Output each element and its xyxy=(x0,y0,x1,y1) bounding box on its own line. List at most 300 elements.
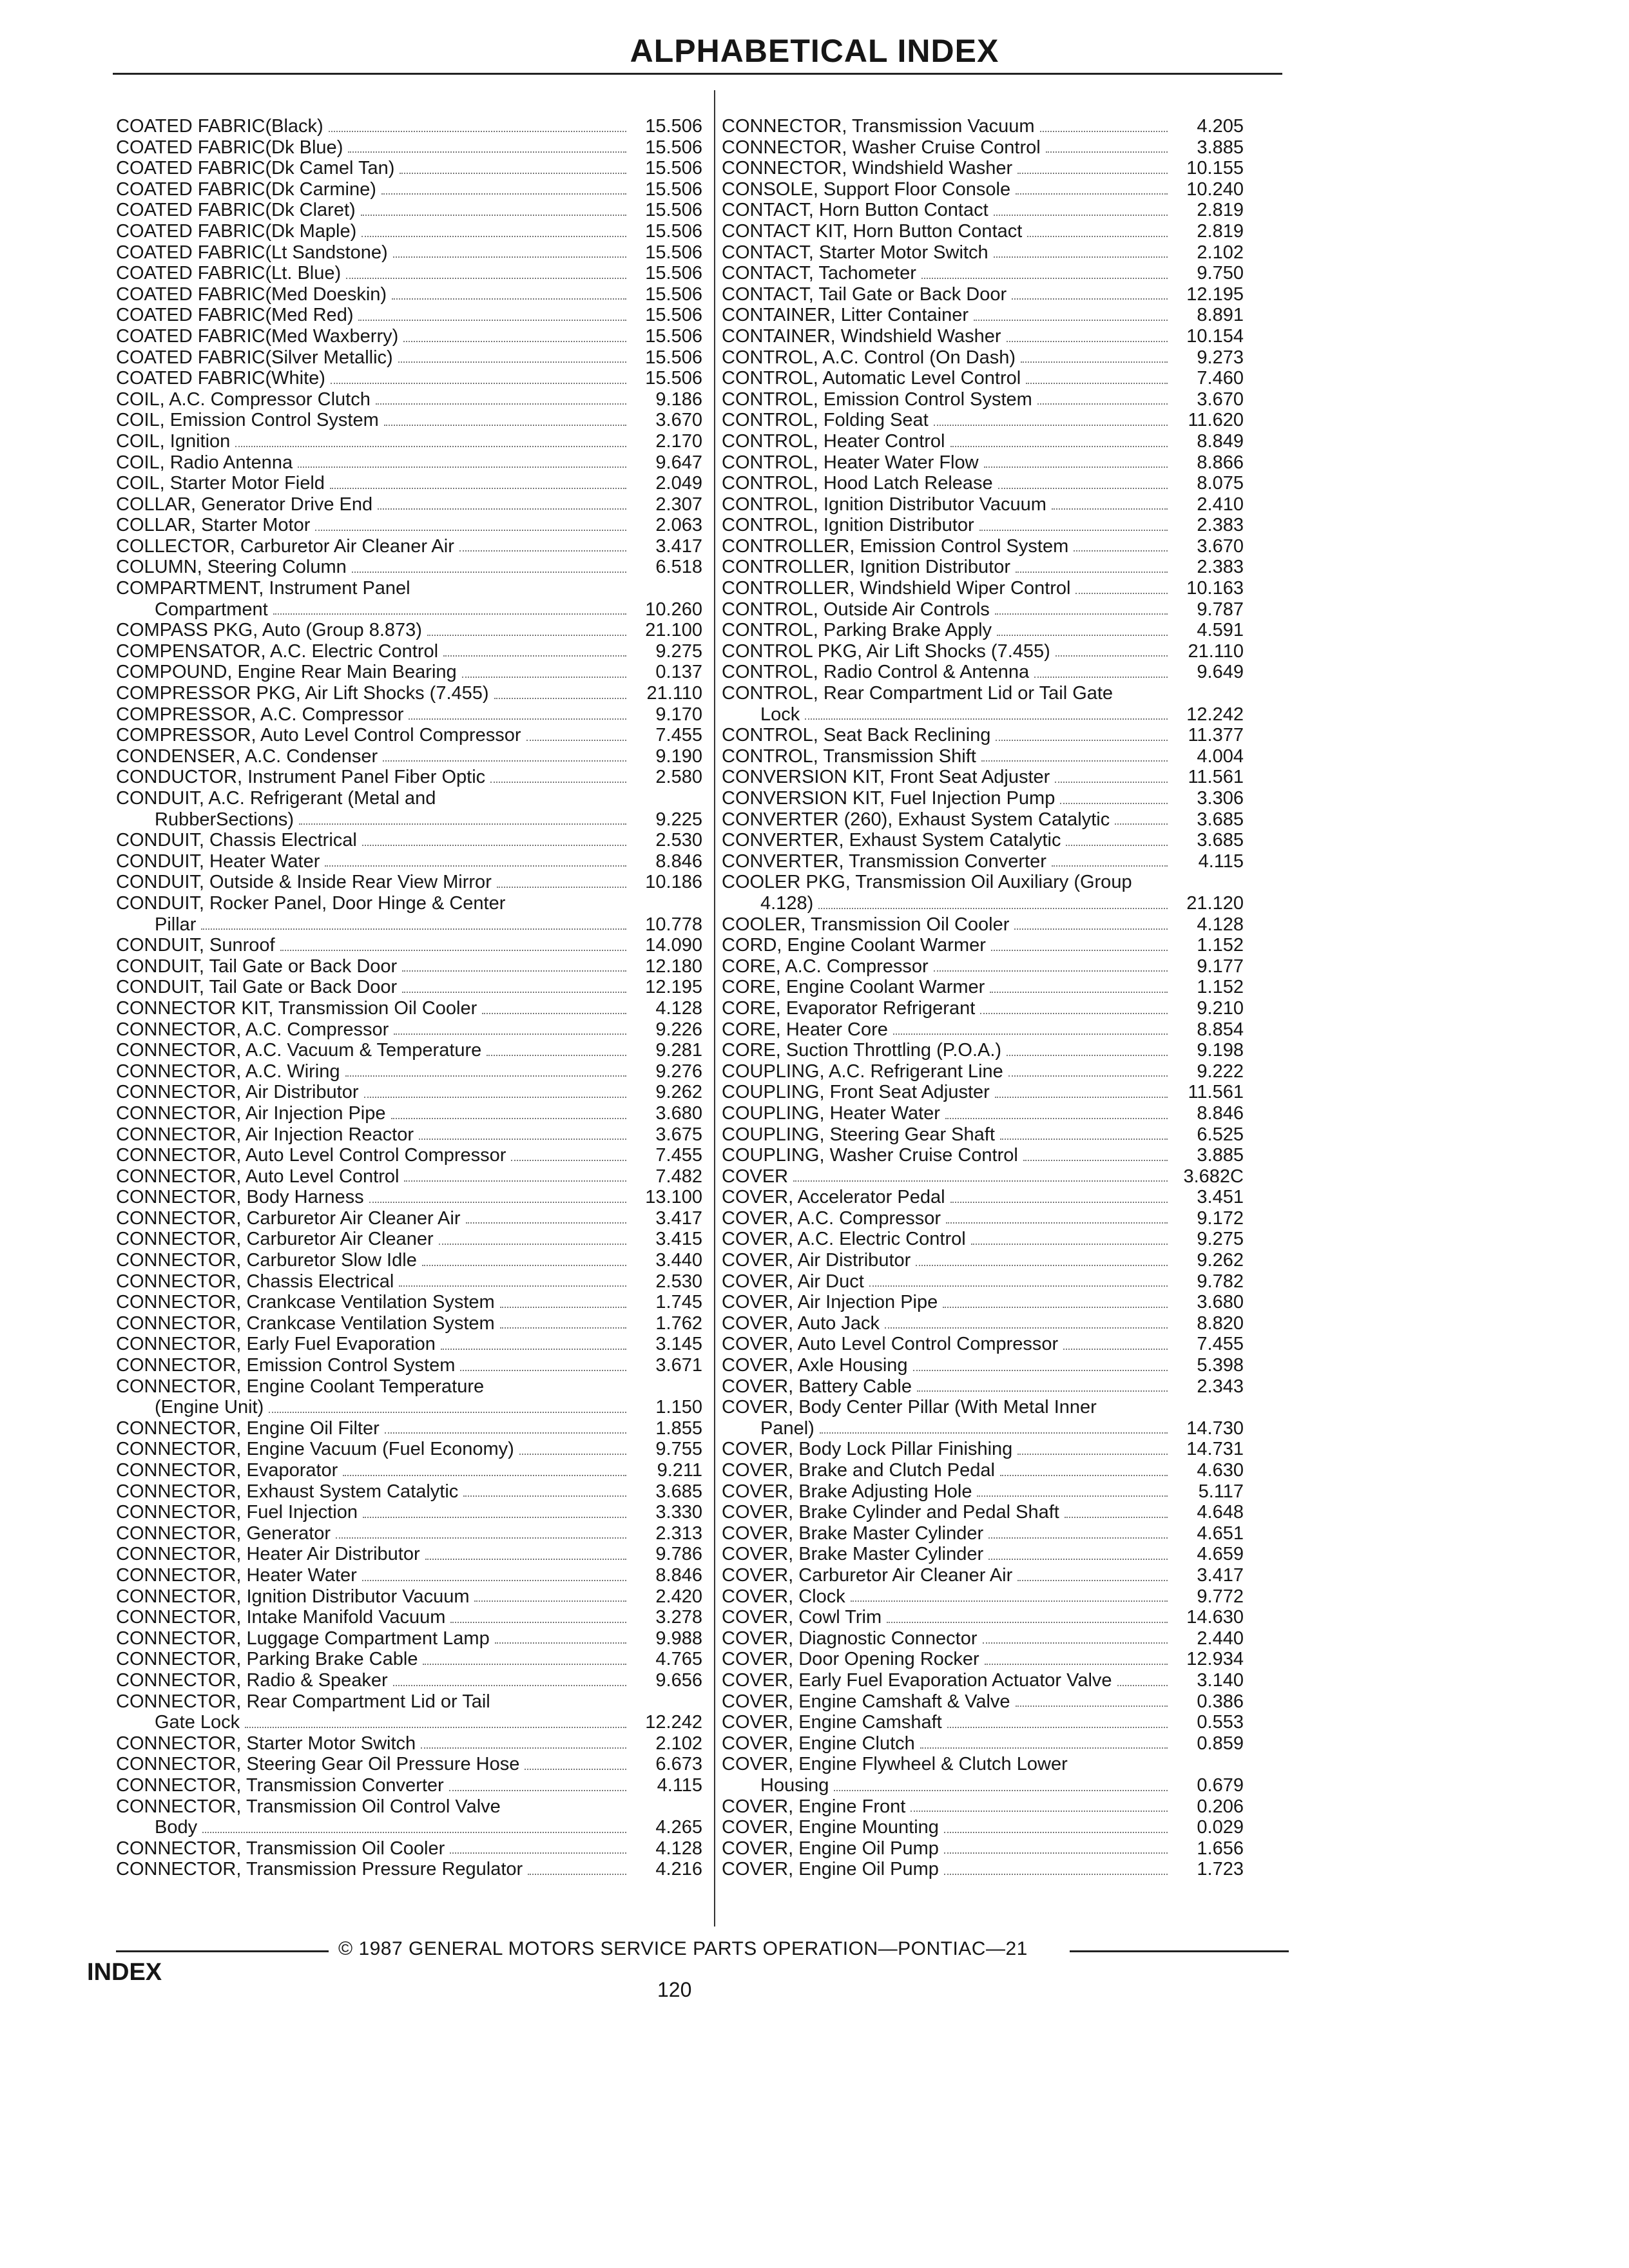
index-entry xyxy=(722,599,1244,620)
index-entry xyxy=(722,1355,1244,1376)
dot-leader xyxy=(495,1642,626,1644)
index-entry xyxy=(722,368,1244,389)
index-entry xyxy=(116,1313,702,1334)
entry-label: CONTROL, Heater Water Flow xyxy=(722,452,979,473)
entry-label: CONNECTOR, Evaporator xyxy=(116,1460,338,1481)
entry-label: COVER, Axle Housing xyxy=(722,1355,908,1376)
entry-reference: 9.656 xyxy=(655,1669,702,1691)
entry-label: RubberSections) xyxy=(155,809,294,830)
dot-leader xyxy=(1034,677,1168,678)
entry-reference: 10.778 xyxy=(645,914,702,935)
dot-leader xyxy=(944,1852,1168,1854)
entry-label: (Engine Unit) xyxy=(155,1397,264,1418)
dot-leader xyxy=(943,1307,1168,1308)
index-entry xyxy=(116,914,702,936)
dot-leader xyxy=(1014,928,1168,930)
dot-leader xyxy=(361,236,626,237)
dot-leader xyxy=(404,1180,626,1182)
dot-leader xyxy=(378,508,626,510)
entry-reference: 9.281 xyxy=(655,1040,702,1061)
entry-reference: 7.460 xyxy=(1197,368,1244,389)
dot-leader xyxy=(893,1033,1168,1035)
entry-label: Pillar xyxy=(155,914,197,935)
index-entry xyxy=(116,494,702,515)
entry-reference: 3.415 xyxy=(655,1229,702,1250)
entry-reference: 7.455 xyxy=(655,1145,702,1166)
dot-leader xyxy=(392,298,626,300)
dot-leader xyxy=(869,1285,1168,1287)
index-entry xyxy=(116,1565,702,1586)
dot-leader xyxy=(885,1327,1168,1329)
dot-leader xyxy=(331,383,626,384)
index-entry xyxy=(116,1124,702,1146)
entry-reference: 0.679 xyxy=(1197,1774,1244,1796)
entry-reference: 15.506 xyxy=(645,158,702,179)
index-entry xyxy=(722,473,1244,494)
entry-reference: 4.216 xyxy=(655,1859,702,1880)
entry-label: COOLER, Transmission Oil Cooler xyxy=(722,914,1010,935)
entry-label: Lock xyxy=(760,704,800,725)
index-entry xyxy=(722,1502,1244,1523)
dot-leader xyxy=(996,740,1168,741)
index-entry xyxy=(722,242,1244,264)
entry-reference: 9.190 xyxy=(655,745,702,767)
entry-label: COVER, Body Center Pillar (With Metal Inner xyxy=(722,1397,1097,1418)
index-entry xyxy=(722,977,1244,998)
index-entry xyxy=(722,725,1244,746)
entry-reference: 10.186 xyxy=(645,872,702,893)
dot-leader xyxy=(917,1390,1168,1392)
entry-reference: 2.343 xyxy=(1197,1376,1244,1397)
entry-reference: 9.226 xyxy=(655,1019,702,1040)
dot-leader xyxy=(1040,131,1168,132)
index-entry xyxy=(116,851,702,872)
entry-reference: 21.110 xyxy=(1188,640,1244,662)
entry-label: COATED FABRIC(Dk Camel Tan) xyxy=(116,158,395,179)
entry-reference: 1.723 xyxy=(1197,1859,1244,1880)
entry-reference: 7.455 xyxy=(655,725,702,746)
index-entry xyxy=(722,536,1244,557)
dot-leader xyxy=(361,215,626,216)
index-entry xyxy=(722,1040,1244,1061)
index-entry xyxy=(722,1670,1244,1691)
entry-reference: 9.198 xyxy=(1197,1040,1244,1061)
dot-leader xyxy=(990,992,1168,993)
dot-leader xyxy=(1017,1454,1168,1455)
dot-leader xyxy=(441,1349,626,1350)
entry-reference: 2.102 xyxy=(1197,242,1244,263)
entry-reference: 14.090 xyxy=(645,935,702,956)
entry-label: CONTROL, Heater Control xyxy=(722,430,945,452)
entry-reference: 21.100 xyxy=(645,620,702,641)
entry-reference: 3.306 xyxy=(1197,788,1244,809)
dot-leader xyxy=(362,1580,626,1581)
dot-leader xyxy=(385,1432,626,1434)
index-entry xyxy=(116,1271,702,1293)
index-entry xyxy=(116,1649,702,1670)
index-entry xyxy=(722,1691,1244,1713)
index-entry xyxy=(722,1187,1244,1208)
entry-reference: 15.506 xyxy=(645,305,702,326)
entry-label: CONNECTOR, Carburetor Air Cleaner xyxy=(116,1229,434,1250)
index-entry xyxy=(116,1544,702,1565)
index-entry xyxy=(722,410,1244,431)
dot-leader xyxy=(348,151,626,153)
entry-reference: 12.934 xyxy=(1186,1649,1244,1670)
index-entry xyxy=(722,641,1244,662)
entry-label: CONNECTOR, Radio & Speaker xyxy=(116,1669,388,1691)
entry-reference: 2.410 xyxy=(1197,494,1244,515)
entry-reference: 9.186 xyxy=(655,389,702,410)
entry-reference: 9.782 xyxy=(1197,1271,1244,1292)
entry-label: COATED FABRIC(Dk Blue) xyxy=(116,137,343,158)
index-entry xyxy=(722,305,1244,326)
entry-reference: 15.506 xyxy=(645,325,702,347)
index-entry xyxy=(722,956,1244,977)
index-entry xyxy=(116,473,702,494)
entry-label: COVER, Air Duct xyxy=(722,1271,864,1292)
entry-reference: 3.680 xyxy=(1197,1292,1244,1313)
entry-reference: 0.206 xyxy=(1197,1796,1244,1817)
index-entry xyxy=(116,1733,702,1754)
entry-label: CONNECTOR, Chassis Electrical xyxy=(116,1271,394,1292)
entry-reference: 0.029 xyxy=(1197,1817,1244,1838)
entry-label: CONDUIT, Chassis Electrical xyxy=(116,830,357,851)
entry-reference: 9.647 xyxy=(655,452,702,473)
entry-reference: 15.506 xyxy=(645,263,702,284)
dot-leader xyxy=(1075,593,1168,594)
entry-label: CONDUIT, A.C. Refrigerant (Metal and xyxy=(116,788,436,809)
index-entry xyxy=(116,515,702,536)
entry-reference: 1.656 xyxy=(1197,1838,1244,1859)
entry-reference: 4.128 xyxy=(655,997,702,1019)
index-entry xyxy=(722,872,1244,893)
entry-label: COVER, Accelerator Pedal xyxy=(722,1187,945,1208)
dot-leader xyxy=(336,1537,626,1539)
entry-label: Panel) xyxy=(760,1418,815,1439)
entry-label: COIL, A.C. Compressor Clutch xyxy=(116,389,371,410)
entry-reference: 2.420 xyxy=(655,1586,702,1607)
index-entry xyxy=(722,1208,1244,1229)
entry-label: CORE, Evaporator Refrigerant xyxy=(722,997,976,1019)
dot-leader xyxy=(1063,1349,1168,1350)
dot-leader xyxy=(981,760,1168,762)
index-entry xyxy=(722,1229,1244,1250)
dot-leader xyxy=(1007,1055,1168,1056)
index-entry xyxy=(722,788,1244,809)
dot-leader xyxy=(352,572,626,573)
dot-leader xyxy=(482,1013,626,1014)
index-entry xyxy=(116,1292,702,1313)
entry-reference: 8.849 xyxy=(1197,430,1244,452)
entry-reference: 9.262 xyxy=(655,1082,702,1103)
index-entry xyxy=(116,809,702,831)
entry-reference: 3.885 xyxy=(1197,137,1244,158)
entry-label: CONNECTOR, A.C. Wiring xyxy=(116,1061,340,1082)
entry-label: CORE, Heater Core xyxy=(722,1019,888,1040)
entry-label: CONTROL, Transmission Shift xyxy=(722,745,976,767)
entry-label: CONNECTOR, Parking Brake Cable xyxy=(116,1649,418,1670)
index-entry xyxy=(722,620,1244,641)
entry-label: COMPRESSOR, Auto Level Control Compressor xyxy=(116,725,521,746)
entry-reference: 12.242 xyxy=(1186,704,1244,725)
dot-leader xyxy=(330,488,626,489)
index-entry xyxy=(116,221,702,242)
dot-leader xyxy=(381,193,626,195)
entry-label: CONTROL, Ignition Distributor Vacuum xyxy=(722,494,1046,515)
entry-label: CORE, Suction Throttling (P.O.A.) xyxy=(722,1040,1002,1061)
dot-leader xyxy=(398,361,626,363)
index-entry xyxy=(722,1481,1244,1503)
entry-reference: 15.506 xyxy=(645,242,702,263)
entry-reference: 9.649 xyxy=(1197,662,1244,683)
index-entry xyxy=(722,263,1244,284)
entry-label: COMPRESSOR PKG, Air Lift Shocks (7.455) xyxy=(116,683,489,704)
entry-reference: 4.651 xyxy=(1197,1523,1244,1544)
column-divider xyxy=(714,90,715,1927)
index-entry xyxy=(722,830,1244,851)
entry-label: Compartment xyxy=(155,599,268,620)
entry-label: CONTROL, Emission Control System xyxy=(722,389,1032,410)
entry-label: CONNECTOR, A.C. Compressor xyxy=(116,1019,389,1040)
entry-reference: 9.211 xyxy=(657,1460,702,1481)
index-entry xyxy=(116,431,702,452)
entry-reference: 8.854 xyxy=(1197,1019,1244,1040)
entry-label: COMPARTMENT, Instrument Panel xyxy=(116,578,410,599)
entry-label: CONVERTER, Transmission Converter xyxy=(722,850,1046,872)
dot-leader xyxy=(994,215,1168,216)
entry-reference: 9.170 xyxy=(655,704,702,725)
index-entry xyxy=(722,704,1244,726)
index-entry xyxy=(722,893,1244,914)
index-entry xyxy=(116,893,702,914)
dot-leader xyxy=(526,740,626,741)
index-entry xyxy=(722,998,1244,1019)
dot-leader xyxy=(329,131,626,132)
entry-reference: 2.313 xyxy=(655,1523,702,1544)
entry-label: COMPENSATOR, A.C. Electric Control xyxy=(116,640,439,662)
entry-label: CONNECTOR, Air Injection Reactor xyxy=(116,1124,414,1145)
index-entry xyxy=(116,1145,702,1166)
index-entry xyxy=(722,1334,1244,1355)
entry-reference: 2.819 xyxy=(1197,200,1244,221)
dot-leader xyxy=(980,1013,1168,1014)
entry-reference: 9.750 xyxy=(1197,263,1244,284)
entry-reference: 9.177 xyxy=(1197,956,1244,977)
index-entry xyxy=(116,1040,702,1061)
index-entry xyxy=(722,1712,1244,1733)
entry-reference: 3.682C xyxy=(1183,1166,1244,1187)
entry-label: CONNECTOR, Auto Level Control Compressor xyxy=(116,1145,506,1166)
entry-label: COATED FABRIC(Lt. Blue) xyxy=(116,263,342,284)
entry-label: 4.128) xyxy=(760,892,814,914)
index-entry xyxy=(722,1628,1244,1649)
dot-leader xyxy=(1000,1139,1168,1140)
dot-leader xyxy=(459,550,626,552)
entry-reference: 8.820 xyxy=(1197,1312,1244,1334)
entry-label: CONNECTOR, A.C. Vacuum & Temperature xyxy=(116,1040,482,1061)
dot-leader xyxy=(369,1202,626,1203)
dot-leader xyxy=(988,1537,1168,1539)
dot-leader xyxy=(934,425,1168,426)
index-entry xyxy=(722,557,1244,578)
index-entry xyxy=(116,1061,702,1082)
entry-reference: 9.988 xyxy=(655,1628,702,1649)
entry-label: COIL, Starter Motor Field xyxy=(116,473,325,494)
index-entry xyxy=(116,788,702,809)
entry-label: COATED FABRIC(Silver Metallic) xyxy=(116,347,393,368)
dot-leader xyxy=(1007,341,1168,342)
dot-leader xyxy=(1055,655,1168,657)
entry-label: COATED FABRIC(Dk Maple) xyxy=(116,220,357,242)
dot-leader xyxy=(1074,550,1168,552)
dot-leader xyxy=(995,613,1168,615)
entry-label: CONTAINER, Litter Container xyxy=(722,305,969,326)
entry-label: CONNECTOR, Engine Oil Filter xyxy=(116,1418,380,1439)
index-entry xyxy=(116,1691,702,1713)
index-entry xyxy=(116,1418,702,1439)
index-entry xyxy=(722,1838,1244,1860)
entry-reference: 2.819 xyxy=(1197,220,1244,242)
entry-reference: 3.417 xyxy=(1197,1564,1244,1586)
dot-leader xyxy=(500,1327,626,1329)
dot-leader xyxy=(494,698,626,699)
entry-label: COOLER PKG, Transmission Oil Auxiliary (Group xyxy=(722,872,1132,893)
section-label: INDEX xyxy=(87,1959,162,1986)
entry-label: CONTACT, Tachometer xyxy=(722,263,916,284)
entry-label: CONNECTOR, Washer Cruise Control xyxy=(722,137,1041,158)
index-entry xyxy=(116,599,702,620)
entry-label: COVER, Brake Adjusting Hole xyxy=(722,1481,972,1502)
entry-label: COVER, Engine Clutch xyxy=(722,1733,915,1754)
entry-reference: 9.772 xyxy=(1197,1586,1244,1607)
entry-reference: 8.891 xyxy=(1197,305,1244,326)
entry-reference: 10.260 xyxy=(645,599,702,620)
entry-label: CONNECTOR, Transmission Oil Control Valve xyxy=(116,1796,501,1817)
dot-leader xyxy=(1052,508,1168,510)
entry-label: CONVERSION KIT, Front Seat Adjuster xyxy=(722,767,1050,788)
index-entry xyxy=(722,1565,1244,1586)
dot-leader xyxy=(1055,782,1168,783)
dot-leader xyxy=(913,1370,1168,1371)
entry-reference: 11.561 xyxy=(1188,1082,1244,1103)
index-entry xyxy=(722,1859,1244,1880)
entry-reference: 4.128 xyxy=(655,1838,702,1859)
page-title: ALPHABETICAL INDEX xyxy=(630,33,999,69)
dot-leader xyxy=(399,1285,626,1287)
entry-label: COIL, Emission Control System xyxy=(116,410,379,431)
dot-leader xyxy=(1026,383,1168,384)
entry-reference: 2.530 xyxy=(655,830,702,851)
entry-reference: 3.330 xyxy=(655,1502,702,1523)
index-entry xyxy=(116,1397,702,1418)
entry-label: CONNECTOR KIT, Transmission Oil Cooler xyxy=(116,997,477,1019)
entry-label: COVER xyxy=(722,1166,789,1187)
entry-reference: 3.671 xyxy=(655,1355,702,1376)
dot-leader xyxy=(946,1222,1168,1224)
dot-leader xyxy=(528,1874,626,1875)
index-entry xyxy=(722,1019,1244,1041)
entry-label: CONNECTOR, Luggage Compartment Lamp xyxy=(116,1628,490,1649)
entry-reference: 3.670 xyxy=(655,410,702,431)
dot-leader xyxy=(422,1265,626,1266)
entry-label: COATED FABRIC(Lt Sandstone) xyxy=(116,242,388,263)
entry-reference: 4.265 xyxy=(655,1817,702,1838)
index-entry xyxy=(722,1061,1244,1082)
dot-leader xyxy=(393,256,626,258)
dot-leader xyxy=(1000,1475,1168,1476)
dot-leader xyxy=(427,635,626,636)
entry-reference: 2.530 xyxy=(655,1271,702,1292)
entry-reference: 14.630 xyxy=(1186,1607,1244,1628)
dot-leader xyxy=(805,718,1168,720)
dot-leader xyxy=(934,970,1168,972)
entry-reference: 2.102 xyxy=(655,1733,702,1754)
entry-reference: 0.137 xyxy=(655,662,702,683)
entry-label: CONTACT, Tail Gate or Back Door xyxy=(722,284,1007,305)
entry-label: COVER, Air Injection Pipe xyxy=(722,1292,938,1313)
dot-leader xyxy=(887,1622,1168,1623)
dot-leader xyxy=(985,1664,1168,1665)
entry-label: COATED FABRIC(Med Red) xyxy=(116,305,354,326)
dot-leader xyxy=(984,466,1168,468)
entry-label: COIL, Ignition xyxy=(116,430,231,452)
entry-label: COVER, Auto Level Control Compressor xyxy=(722,1334,1059,1355)
index-entry xyxy=(722,347,1244,369)
index-entry xyxy=(116,242,702,264)
index-entry xyxy=(116,1838,702,1860)
entry-label: Gate Lock xyxy=(155,1712,240,1733)
index-entry xyxy=(722,767,1244,788)
dot-leader xyxy=(994,256,1168,258)
entry-reference: 0.386 xyxy=(1197,1691,1244,1712)
entry-reference: 15.506 xyxy=(645,347,702,368)
index-entry xyxy=(116,179,702,200)
dot-leader xyxy=(995,1097,1168,1098)
dot-leader xyxy=(1115,823,1168,825)
index-entry xyxy=(116,1460,702,1481)
index-entry xyxy=(116,620,702,641)
dot-leader xyxy=(497,887,626,888)
entry-reference: 3.685 xyxy=(1197,809,1244,830)
entry-label: CONDENSER, A.C. Condenser xyxy=(116,745,378,767)
dot-leader xyxy=(345,1075,626,1077)
index-entry xyxy=(722,1523,1244,1544)
dot-leader xyxy=(998,488,1168,489)
index-entry xyxy=(116,389,702,410)
index-entry xyxy=(116,1229,702,1250)
index-entry xyxy=(116,1754,702,1775)
index-entry xyxy=(116,1187,702,1208)
dot-leader xyxy=(1117,1685,1168,1686)
dot-leader xyxy=(1017,173,1168,174)
dot-leader xyxy=(945,1118,1168,1119)
entry-label: CONTROLLER, Emission Control System xyxy=(722,535,1069,557)
entry-reference: 2.383 xyxy=(1197,557,1244,578)
entry-label: CORE, A.C. Compressor xyxy=(722,956,929,977)
index-entry xyxy=(722,683,1244,704)
index-entry xyxy=(116,1481,702,1503)
index-entry xyxy=(116,767,702,788)
index-entry xyxy=(722,284,1244,305)
dot-leader xyxy=(423,1664,626,1665)
dot-leader xyxy=(376,403,626,405)
entry-label: CONNECTOR, Engine Coolant Temperature xyxy=(116,1376,485,1397)
entry-label: CONNECTOR, Intake Manifold Vacuum xyxy=(116,1607,446,1628)
index-entry xyxy=(722,1082,1244,1103)
dot-leader xyxy=(402,992,626,993)
dot-leader xyxy=(400,173,626,174)
